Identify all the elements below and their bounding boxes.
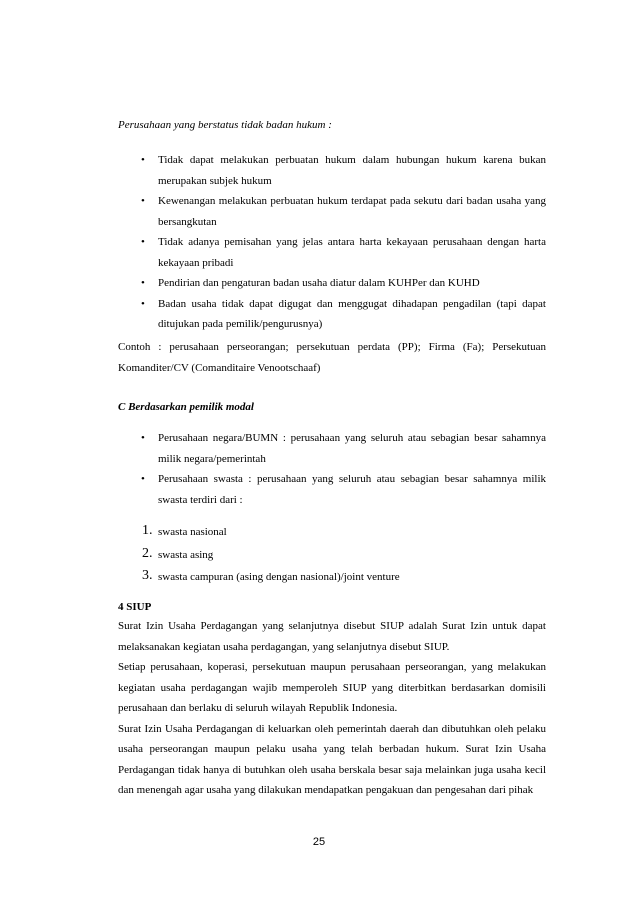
private-bullet-list [118, 150, 546, 335]
section-c-heading: C Berdasarkan pemilik modal [118, 401, 254, 413]
bullet-text: Tidak dapat melakukan perbuatan hukum dalam hubungan hukum karena bukan merupakan subjek hukum [158, 154, 546, 187]
list-item [118, 232, 546, 273]
paragraph: Surat Izin Usaha Perdagangan di keluarkan oleh pemerintah daerah dan dibutuhkan oleh pelaku usaha perseorangan maupun pelaku usaha yang telah berbadan hukum. Surat Izin Usaha Perdagangan tidak hanya di butuhkan oleh usaha berskala besar saja melainkan juga usaha kecil dan menengah agar usaha yang dilakukan mendapatkan pengakuan dan pengesahan dari pihak [118, 722, 546, 796]
list-item [118, 150, 546, 191]
list-text: swasta campuran (asing dengan nasional)/joint venture [158, 571, 400, 583]
paragraph: Surat Izin Usaha Perdagangan yang selanjutnya disebut SIUP adalah Surat Izin untuk dapat melaksanakan kegiatan usaha perdagangan, yang selanjutnya disebut SIUP. [118, 620, 546, 653]
bullet-text: Badan usaha tidak dapat digugat dan menggugat dihadapan pengadilan (tapi dapat ditujukan pada pemilik/pengurusnya) [158, 297, 546, 330]
list-number: 1. [142, 523, 153, 538]
example-paragraph: Contoh : perusahaan perseorangan; persekutuan perdata (PP); Firma (Fa); Persekutuan Komanditer/CV (Comanditaire Venootschaaf) [118, 341, 546, 374]
list-item [118, 273, 546, 294]
list-item [118, 294, 546, 335]
siup-paragraph [118, 616, 546, 801]
page-number: 25 [312, 836, 326, 848]
private-types-list [118, 522, 546, 588]
list-item [118, 567, 546, 588]
bullet-text: Pendirian dan pengaturan badan usaha diatur dalam KUHPer dan KUHD [158, 277, 480, 289]
bullet-text: Tidak adanya pemisahan yang jelas antara harta kekayaan perusahaan dengan harta kekayaan pribadi [158, 236, 546, 269]
bullet-icon: • [141, 297, 145, 310]
list-text: swasta nasional [158, 526, 227, 538]
bullet-icon: • [141, 432, 145, 444]
paragraph: Setiap perusahaan, koperasi, persekutuan maupun perusahaan perseorangan, yang melakukan kegiatan usaha perdagangan wajib memperoleh SIUP yang diterbitkan berdasarkan domisili perusahaan dan berlaku di seluruh wilayah Republik Indonesia. [118, 661, 546, 714]
bullet-icon: • [141, 236, 145, 248]
bullet-text: Perusahaan negara/BUMN : perusahaan yang seluruh atau sebagian besar sahamnya milik negara/pemerintah [158, 432, 546, 465]
list-item [118, 191, 546, 232]
bullet-icon: • [141, 154, 145, 166]
section-4-heading: 4 SIUP [118, 601, 152, 613]
bullet-icon: • [141, 195, 145, 207]
list-text: swasta asing [158, 548, 214, 561]
ownership-bullet-list [118, 428, 546, 510]
list-item [118, 522, 546, 543]
bullet-icon: • [141, 277, 145, 289]
list-item [118, 469, 546, 510]
list-number: 3. [142, 568, 153, 583]
list-item [118, 545, 546, 566]
list-number: 2. [142, 545, 153, 561]
bullet-text: Kewenangan melakukan perbuatan hukum terdapat pada sekutu dari badan usaha yang bersangkutan [158, 195, 546, 228]
bullet-icon: • [141, 473, 145, 485]
bullet-text: Perusahaan swasta : perusahaan yang seluruh atau sebagian besar sahamnya milik swasta terdiri dari : [158, 473, 546, 506]
private-heading: Perusahaan yang berstatus tidak badan hukum : [118, 119, 332, 131]
list-item [118, 428, 546, 469]
